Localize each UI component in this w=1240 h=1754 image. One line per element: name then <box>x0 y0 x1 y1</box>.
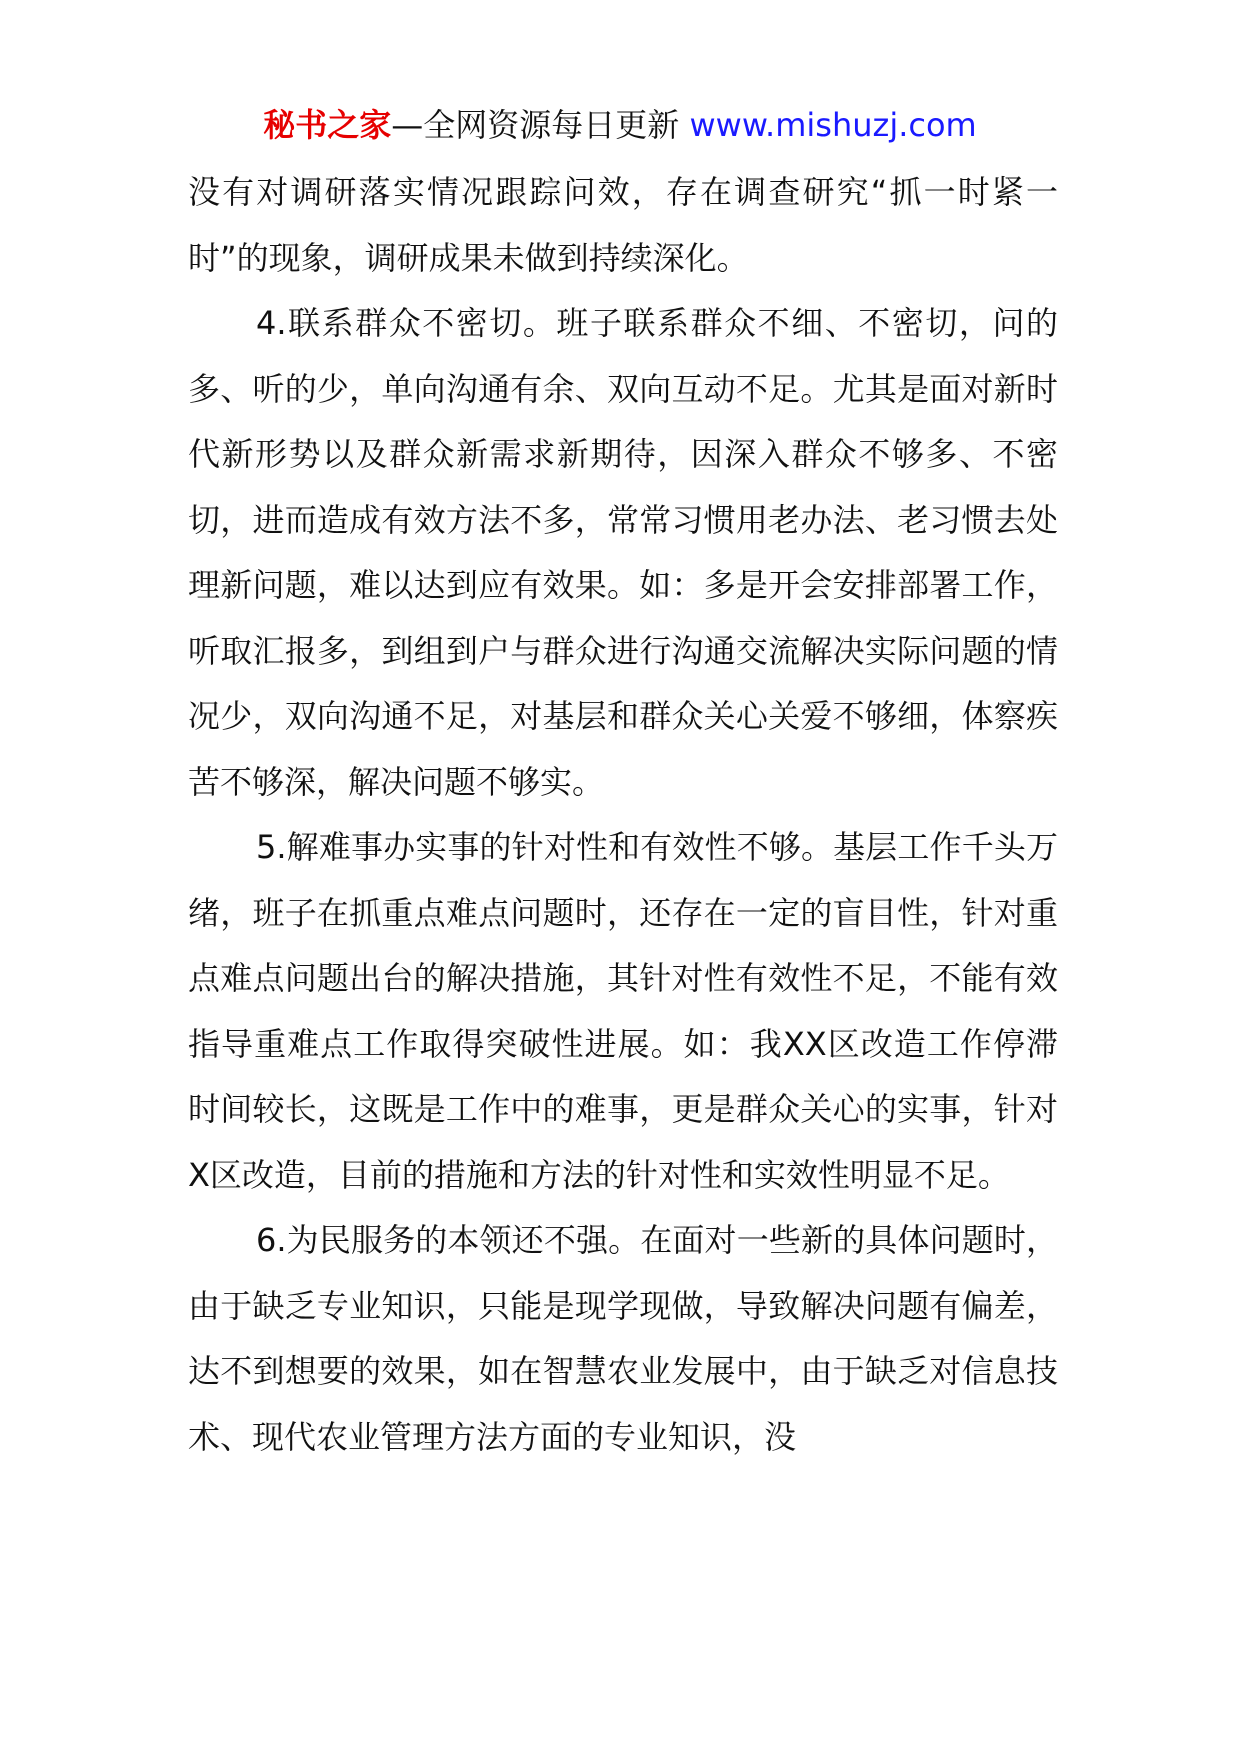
paragraph-continuation: 没有对调研落实情况跟踪问效，存在调查研究“抓一时紧一时”的现象，调研成果未做到持续深化。 <box>188 173 1058 277</box>
paragraph-item-6: 6.为民服务的本领还不强。在面对一些新的具体问题时，由于缺乏专业知识，只能是现学现做，导致解决问题有偏差，达不到想要的效果，如在智慧农业发展中，由于缺乏对信息技术、现代农业管理方法方面的专业知识，没 <box>188 1221 1058 1456</box>
page-header <box>0 100 1240 150</box>
header-brand: 秘书之家 <box>263 106 392 144</box>
header-url[interactable]: www.mishuzj.com <box>689 106 977 144</box>
paragraph-item-5: 5.解难事办实事的针对性和有效性不够。基层工作千头万绪，班子在抓重点难点问题时，还存在一定的盲目性，针对重点难点问题出台的解决措施，其针对性有效性不足，不能有效指导重难点工作取得突破性进展。如：我XX区改造工作停滞时间较长，这既是工作中的难事，更是群众关心的实事，针对X区改造，目前的措施和方法的针对性和实效性明显不足。 <box>188 828 1058 1194</box>
paragraph-item-4: 4.联系群众不密切。班子联系群众不细、不密切，问的多、听的少，单向沟通有余、双向互动不足。尤其是面对新时代新形势以及群众新需求新期待，因深入群众不够多、不密切，进而造成有效方法不多，常常习惯用老办法、老习惯去处理新问题，难以达到应有效果。如：多是开会安排部署工作，听取汇报多，到组到户与群众进行沟通交流解决实际问题的情况少，双向沟通不足，对基层和群众关心关爱不够细，体察疾苦不够深，解决问题不够实。 <box>188 304 1058 801</box>
document-body <box>188 160 1058 1470</box>
header-tagline: —全网资源每日更新 <box>391 106 680 144</box>
